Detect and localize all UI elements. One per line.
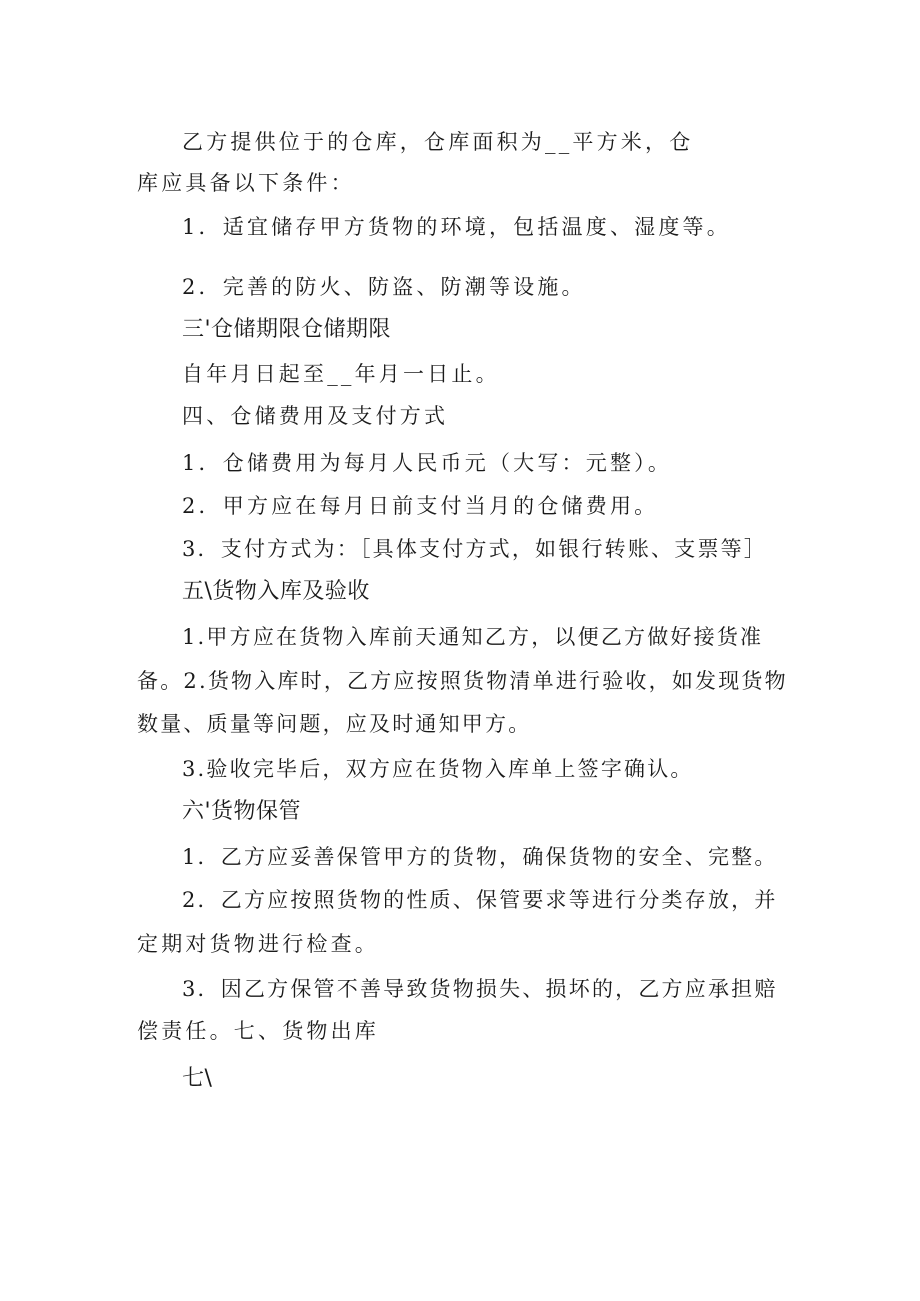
- paragraph-line: 偿责任。七、货物出库: [137, 1019, 379, 1043]
- list-item: 3．支付方式为：［具体支付方式，如银行转账、支票等］: [182, 537, 768, 561]
- list-item: 1．乙方应妥善保管甲方的货物，确保货物的安全、完整。: [182, 845, 778, 869]
- paragraph-line: 备。2.货物入库时，乙方应按照货物清单进行验收，如发现货物: [137, 669, 788, 693]
- paragraph-line: 乙方提供位于的仓库，仓库面积为__平方米，仓: [182, 130, 694, 154]
- list-item: 1.甲方应在货物入库前天通知乙方，以便乙方做好接货准: [182, 625, 764, 649]
- paragraph-line: 定期对货物进行检查。: [137, 932, 379, 956]
- list-item: 2．乙方应按照货物的性质、保管要求等进行分类存放，并: [182, 888, 778, 912]
- section-heading: 六'货物保管: [182, 799, 302, 824]
- list-item: 3．因乙方保管不善导致货物损失、损坏的，乙方应承担赔: [182, 977, 778, 1001]
- list-item: 2．甲方应在每月日前支付当月的仓储费用。: [182, 494, 659, 518]
- section-heading: 四、仓储费用及支付方式: [182, 404, 449, 428]
- section-heading: 七\: [182, 1066, 213, 1091]
- paragraph-line: 数量、质量等问题，应及时通知甲方。: [137, 712, 532, 736]
- section-heading: 三'仓储期限仓储期限: [182, 317, 392, 342]
- paragraph-line: 自年月日起至__年月一日止。: [182, 362, 500, 386]
- list-item: 1．适宜储存甲方货物的环境，包括温度、湿度等。: [182, 215, 731, 239]
- list-item: 3.验收完毕后，双方应在货物入库单上签字确认。: [182, 757, 694, 781]
- paragraph-line: 库应具备以下条件：: [137, 171, 355, 195]
- section-heading: 五\货物入库及验收: [182, 579, 370, 604]
- list-item: 1．仓储费用为每月人民币元（大写：元整）。: [182, 451, 673, 475]
- list-item: 2．完善的防火、防盗、防潮等设施。: [182, 275, 586, 299]
